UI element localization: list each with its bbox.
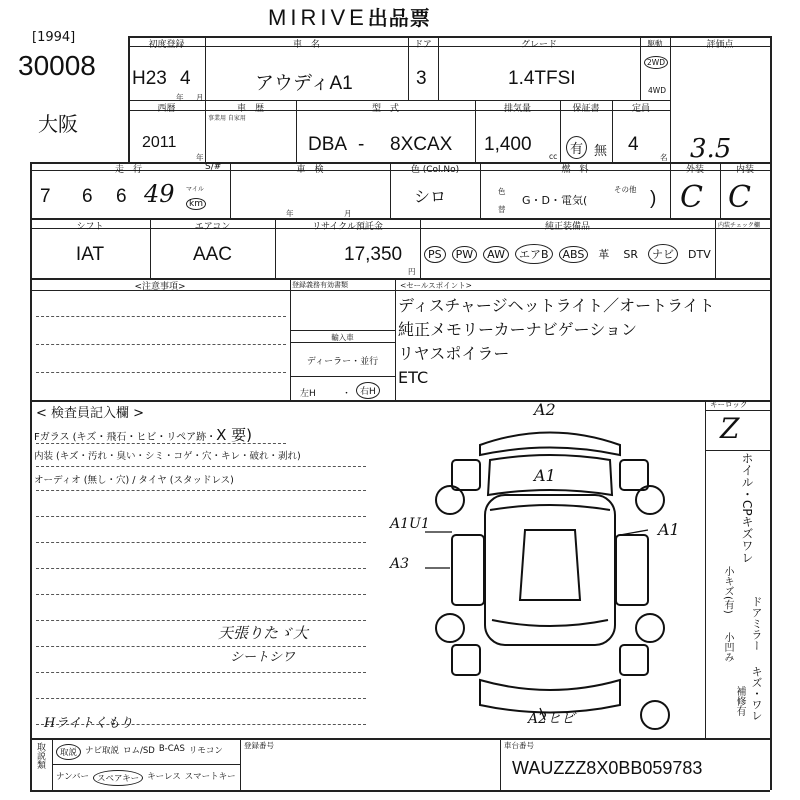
reg-month: 4 — [180, 68, 191, 89]
unit-year-1: 年 — [176, 93, 184, 102]
warranty-no: 無 — [594, 144, 608, 159]
label-aircon: エアコン — [194, 222, 231, 232]
steering-right: 右H — [356, 382, 380, 399]
label-s-no: S/# — [205, 162, 222, 172]
bottom-side-label: 取説類 — [35, 742, 45, 769]
label-chassis-no: 車台番号 — [504, 741, 534, 750]
equip-dtv: DTV — [688, 247, 711, 261]
label-sales-points: <セールスポイント> — [400, 281, 472, 290]
lot-number: 30008 — [18, 50, 96, 81]
doc-rom: ロム/SD — [123, 746, 155, 756]
label-car-name: 車 名 — [292, 40, 320, 50]
label-exterior: 外装 — [685, 165, 704, 175]
recycle-unit: 円 — [408, 267, 416, 276]
sales-point-1: ディスチャージヘットライト／オートライト — [398, 296, 715, 315]
model-year: 2011 — [142, 134, 177, 151]
doc-smart-key: スマートキー — [184, 772, 236, 782]
damage-a1u1: A1U1 — [390, 516, 430, 532]
label-grade: グレード — [520, 40, 557, 50]
side-text-3: 小凹み — [722, 632, 733, 662]
label-interior: 内装 — [735, 165, 754, 175]
lot-year-code: [1994] — [32, 30, 76, 45]
label-shift: シフト — [76, 222, 104, 232]
label-interior-check: 内装チェック欄 — [718, 222, 760, 229]
equip-leather: 革 — [598, 248, 610, 261]
doc-bcas: B-CAS — [158, 744, 185, 754]
damage-a2-bottom: A2ヒビ — [528, 711, 576, 727]
type-code: 8XCAX — [390, 134, 453, 155]
doc-number: ナンバー — [56, 772, 89, 782]
brand-name: MIRIVE — [268, 5, 368, 30]
label-door: ドア — [414, 40, 432, 50]
chassis-number: WAUZZZ8X0BB059783 — [512, 758, 703, 778]
inspector-line-1: Fガラス (キズ・飛石・ヒビ・リペア跡・X 要) — [34, 426, 253, 444]
shift-value: IAT — [75, 244, 105, 265]
label-history: 車 歴 — [236, 104, 264, 114]
rating-value: 3.5 — [690, 134, 732, 164]
side-text-5: キズ・ワレ — [750, 666, 763, 721]
docs-row-2 — [56, 770, 236, 786]
hand-note-1: 天張りたゞ大 — [218, 624, 309, 642]
mileage-hand: 49 — [144, 180, 175, 208]
sales-point-3: リヤスポイラー — [398, 344, 510, 363]
hand-note-3: Hライトくもり — [44, 716, 133, 731]
label-type: 型 式 — [371, 104, 399, 114]
side-text-1: ホイル・CPキズワレ — [740, 452, 754, 564]
dealer-parallel: ディーラー・並行 — [306, 357, 379, 367]
equip-aw: AW — [483, 246, 509, 263]
label-model-year: 西暦 — [157, 104, 176, 114]
unit-name: 名 — [660, 153, 668, 162]
key-mark: Z — [720, 412, 740, 445]
drive-2wd: 2WD — [644, 56, 668, 69]
equip-pw: PW — [452, 246, 478, 263]
sales-point-4: ETC — [398, 368, 429, 387]
grade-value: 1.4TFSI — [508, 68, 576, 89]
label-inspector: < 検査員記入欄 > — [36, 406, 145, 421]
label-first-reg: 初度登録 — [148, 40, 185, 50]
drive-4wd: 4WD — [648, 86, 666, 95]
sales-point-2: 純正メモリーカーナビゲーション — [398, 320, 638, 339]
steering-left: 左H — [300, 389, 316, 399]
doc-keyless: キーレス — [147, 772, 181, 782]
damage-a3: A3 — [390, 556, 410, 572]
side-text-2: 小キズ(有) — [722, 566, 733, 614]
aircon-value: AAC — [192, 244, 233, 265]
recycle-value: 17,350 — [344, 244, 403, 265]
unit-cc: cc — [549, 152, 558, 161]
mileage-d2: 6 — [82, 186, 93, 207]
form-title: 出品票 — [367, 8, 431, 30]
unit-month-1: 月 — [196, 93, 204, 102]
label-displacement: 排気量 — [503, 104, 531, 114]
exterior-grade: C — [680, 180, 703, 215]
doc-manual: 取説 — [56, 744, 81, 760]
equip-ps: PS — [424, 246, 446, 263]
label-key-lock: キーロック — [710, 400, 748, 409]
fuel-other: その他 — [614, 185, 637, 194]
unit-year-3: 年 — [286, 209, 294, 218]
venue: 大阪 — [38, 112, 78, 136]
damage-a1-roof: A1 — [534, 466, 556, 485]
hand-note-2: シートシワ — [230, 650, 296, 665]
displacement: 1,400 — [484, 134, 532, 155]
equip-sr: SR — [623, 247, 639, 261]
label-equipment: 純正装備品 — [544, 222, 590, 232]
history-note: 事業用 自家用 — [208, 115, 246, 122]
label-fuel: 燃 料 — [561, 165, 589, 175]
label-inspection: 車 検 — [296, 165, 324, 175]
fuel-value: G・D・電気( — [522, 194, 588, 207]
label-color: 色 (Col.No) — [410, 165, 460, 175]
label-warranty: 保証書 — [572, 104, 600, 114]
label-mileage: 走 行 — [115, 165, 143, 175]
color-mark: 色 — [498, 187, 506, 196]
interior-grade: C — [728, 180, 751, 215]
brand-logo — [268, 2, 431, 31]
equipment-list — [424, 244, 715, 264]
capacity: 4 — [628, 134, 639, 155]
car-diagram — [380, 400, 705, 738]
doc-spare-key: スペアキー — [93, 770, 143, 786]
docs-row-1 — [56, 744, 223, 760]
car-name: アウディA1 — [255, 73, 353, 94]
type-dash: - — [358, 134, 365, 155]
mileage-d3: 6 — [116, 186, 127, 207]
label-drive: 駆動 — [647, 39, 663, 48]
mileage-d1: 7 — [40, 186, 51, 207]
label-notes: <注意事項> — [134, 282, 186, 292]
color-change: 替 — [498, 205, 506, 214]
doc-navi-manual: ナビ取説 — [85, 746, 120, 756]
damage-a1-right: A1 — [658, 520, 680, 539]
unit-month-3: 月 — [344, 209, 352, 218]
warranty-yes: 有 — [566, 136, 587, 159]
label-rating: 評価点 — [706, 40, 734, 50]
label-reg-no: 登録番号 — [244, 741, 274, 750]
damage-a2-top: A2 — [534, 400, 556, 419]
unit-km: km — [186, 198, 206, 210]
label-reg-items: 登録義務有効書類 — [292, 281, 348, 289]
unit-mile: マイル — [186, 186, 204, 193]
inspector-line-2: 内装 (キズ・汚れ・臭い・シミ・コゲ・穴・キレ・破れ・剥れ) — [34, 451, 301, 462]
side-text-4: ドアミラー — [750, 596, 763, 651]
inspector-line-3: オーディオ (無し・穴) / タイヤ (スタッドレス) — [34, 475, 234, 486]
equip-airbag: エアB — [515, 244, 553, 264]
equip-abs: ABS — [559, 246, 589, 263]
side-text-6: 補修有 — [734, 686, 745, 716]
color-value: シロ — [414, 189, 447, 206]
unit-year-2: 年 — [196, 153, 204, 162]
reg-year: H23 — [132, 68, 167, 89]
label-recycle: リサイクル預託金 — [312, 222, 383, 232]
sales-points — [398, 294, 715, 390]
label-import: 輸入車 — [331, 333, 354, 342]
door-count: 3 — [416, 68, 427, 89]
label-capacity: 定員 — [631, 104, 650, 114]
type-prefix: DBA — [308, 134, 348, 155]
fuel-close: ) — [650, 188, 657, 209]
equip-navi: ナビ — [648, 244, 678, 264]
doc-remote: リモコン — [188, 746, 223, 756]
